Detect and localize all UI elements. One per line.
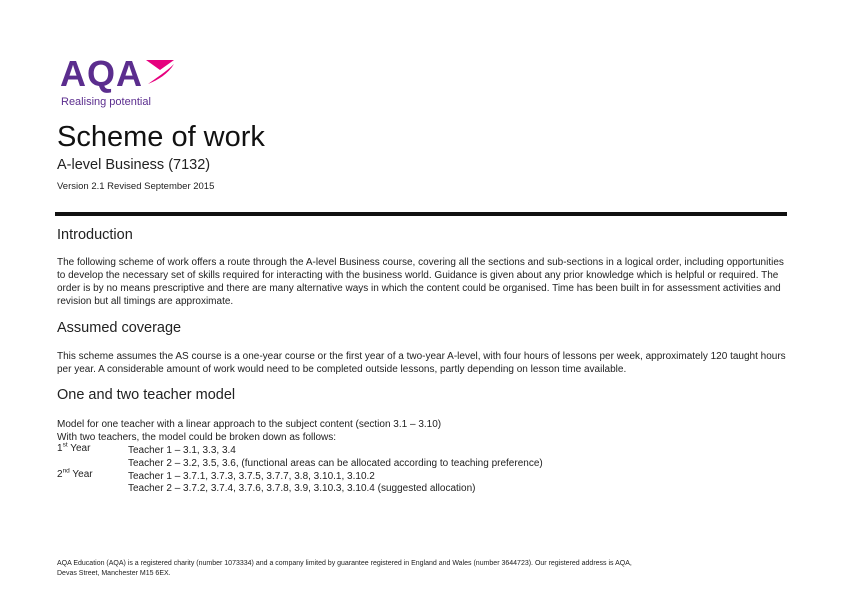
year2-teacher1: Teacher 1 – 3.7.1, 3.7.3, 3.7.5, 3.7.7, 3.8, 3.10.1, 3.10.2 [128,471,375,482]
header-divider [55,212,787,216]
assumed-coverage-body: This scheme assumes the AS course is a one-year course or the first year of a two-year A-level, with four hours of lessons per week, approximately 120 taught hours per year. A considerable amount of work would need to be completed outside lessons, partly depending on lesson time available. [57,351,786,375]
year1-teacher2: Teacher 2 – 3.2, 3.5, 3.6, (functional areas can be allocated according to teaching preference) [128,458,543,469]
year1-number: 1 [57,443,63,454]
aqa-logo [60,53,180,116]
page-title: Scheme of work [57,121,265,153]
assumed-coverage-heading: Assumed coverage [57,320,182,336]
version-info: Version 2.1 Revised September 2015 [57,181,215,192]
teacher-model-heading: One and two teacher model [57,387,236,403]
page-subtitle: A-level Business (7132) [57,157,211,173]
logo-tagline: Realising potential [61,96,151,108]
year1-word: Year [67,443,91,454]
year2-teacher2: Teacher 2 – 3.7.2, 3.7.4, 3.7.6, 3.7.8, 3.9, 3.10.3, 3.10.4 (suggested allocation) [128,483,476,494]
one-teacher-line: Model for one teacher with a linear approach to the subject content (section 3.1 – 3.10) [57,419,442,430]
year1-label [57,443,90,455]
footer-legal-text: AQA Education (AQA) is a registered charity (number 1073334) and a company limited by guarantee registered in England and Wales (number 3644723). Our registered address is AQA, Devas Street, Manchester M15 6EX. [57,560,632,577]
year1-suffix: st [62,441,68,449]
introduction-body: The following scheme of work offers a route through the A-level Business course, covering all the sections and sub-sections in a logical order, including opportunities to develop the necessary set of skills required for interacting with the business world. Guidance is given about any prior knowledge which is helpful or required. The order is by no means prescriptive and there are many alternative ways in which the content could be organised. Time has been built in for assessment activities and revision but all timings are approximate. [57,257,784,307]
aqa-swoosh-icon [144,58,176,86]
logo-wordmark: AQA [60,53,143,94]
year1-teacher1: Teacher 1 – 3.1, 3.3, 3.4 [128,445,236,456]
year2-number: 2 [57,469,63,480]
year2-word: Year [69,469,93,480]
year2-suffix: nd [62,467,70,475]
year2-label [57,469,93,481]
introduction-heading: Introduction [57,227,133,243]
two-teacher-line: With two teachers, the model could be broken down as follows: [57,432,337,443]
